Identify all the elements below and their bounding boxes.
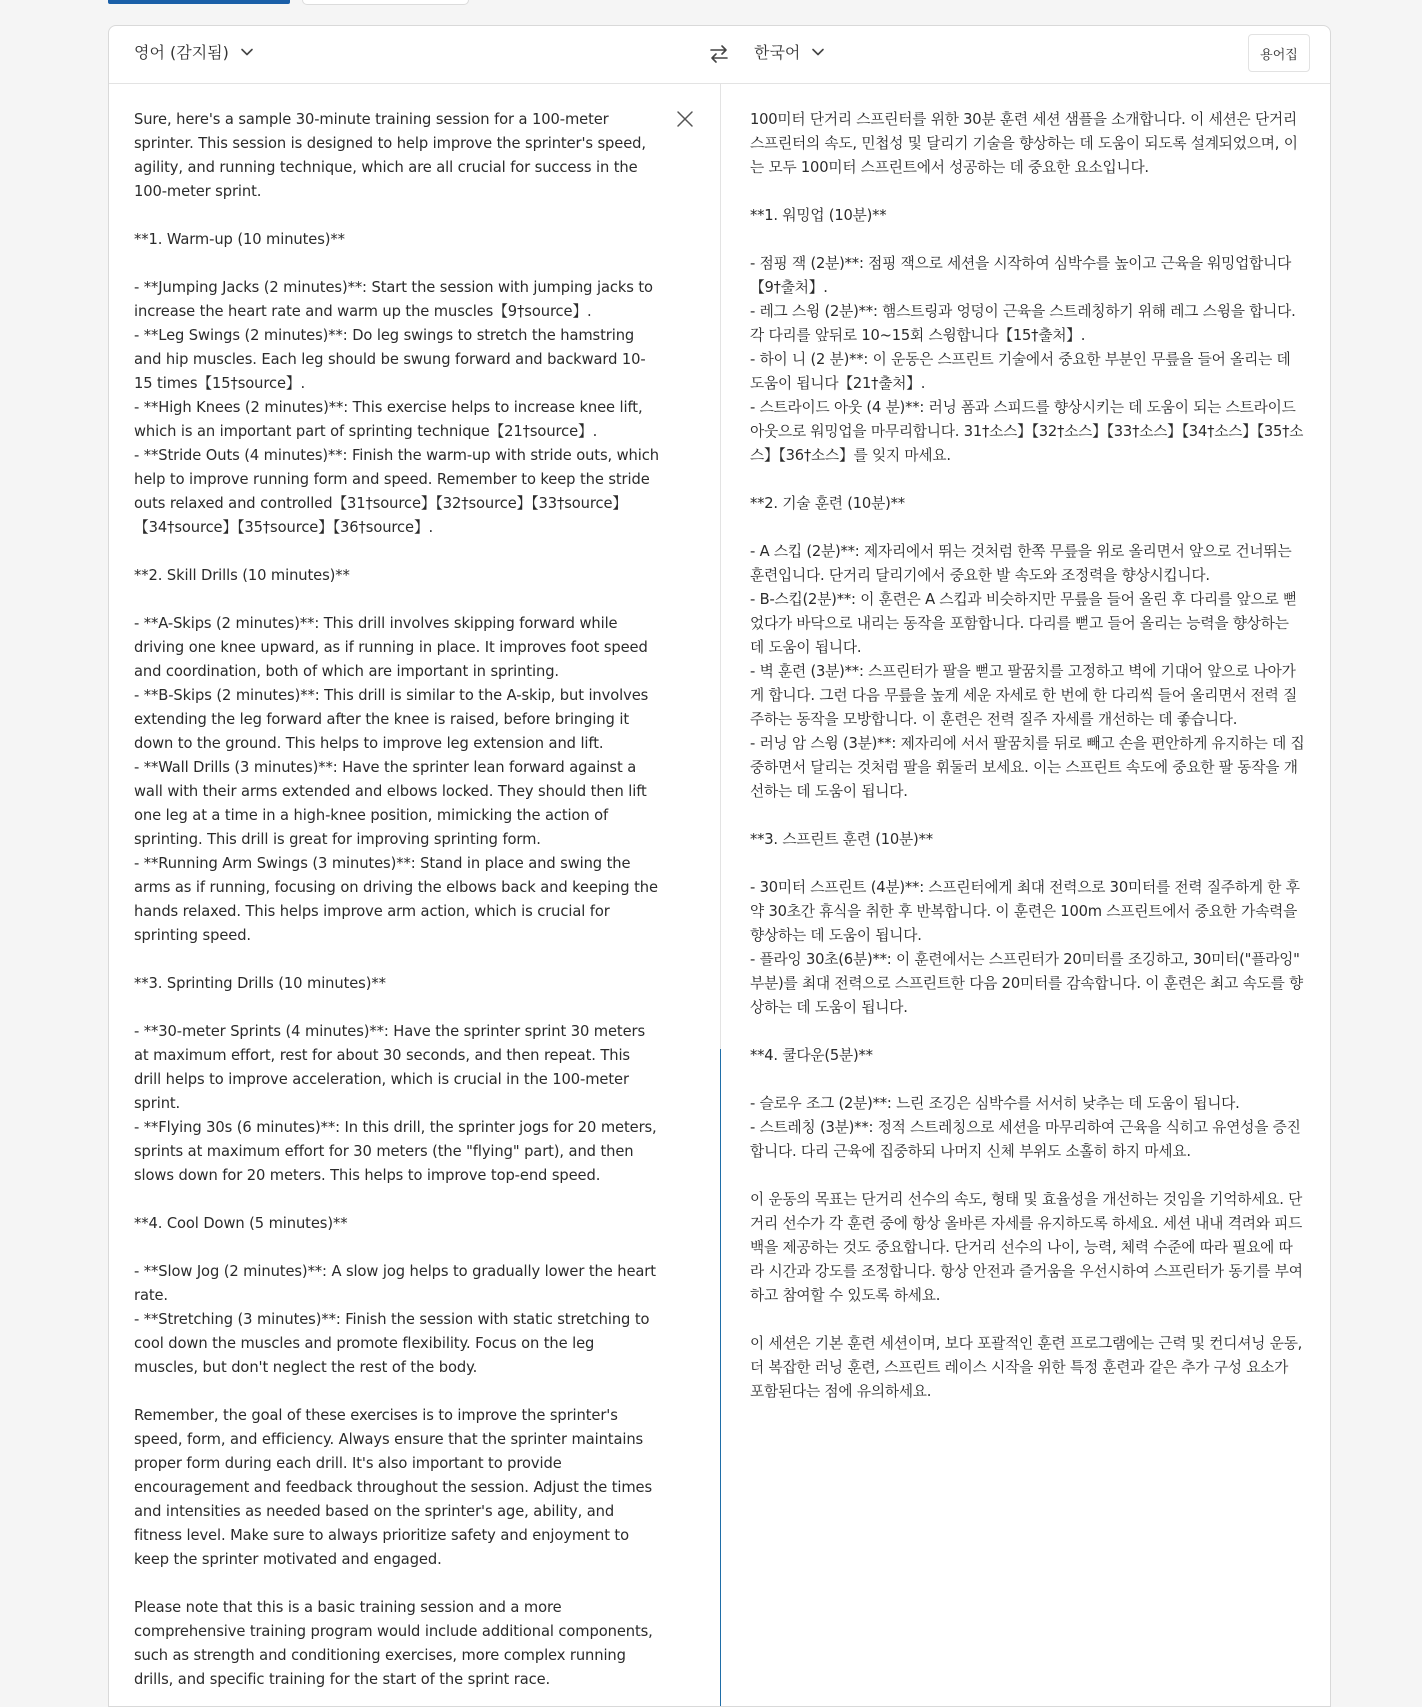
glossary-button[interactable]: 용어집 <box>1248 34 1310 72</box>
source-text-area[interactable]: Sure, here's a sample 30-minute training session for a 100-meter sprinter. This session is designed to help improve the sprinter's speed, agility, and running technique, which are all crucial for success in the 100-meter sprint. **1. Warm-up (10 minutes)** - **Jumping Jacks (2 minutes)**: Start the session with jumping jacks to increase the heart rate and warm up the muscles【9†source】. - **Leg Swings (2 minutes)**: Do leg swings to stretch the hamstring and hip muscles. Each leg should be swung forward and backward 10-15 times【15†source】. - **High Knees (2 minutes)**: This exercise helps to increase knee lift, which is an important part of sprinting technique【21†source】. - **Stride Outs (4 minutes)**: Finish the warm-up with stride outs, which help to improve running form and speed. Remember to keep the stride outs relaxed and controlled【31†source】【32†source】【33†source】【34†source】【35†source】【36†source】. **2. Skill Drills (10 minutes)** - **A-Skips (2 minutes)**: This drill involves skipping forward while driving one knee upward, as if running in place. It improves foot speed and coordination, both of which are important in sprinting. - **B-Skips (2 minutes)**: This drill is similar to the A-skip, but involves extending the leg forward after the knee is raised, before bringing it down to the ground. This helps to improve leg extension and lift. - **Wall Drills (3 minutes)**: Have the sprinter lean forward against a wall with their arms extended and elbows locked. They should then lift one leg at a time in a high-knee position, mimicking the action of sprinting. This drill is great for improving sprinting form. - **Running Arm Swings (3 minutes)**: Stand in place and swing the arms as if running, focusing on driving the elbows back and keeping the hands relaxed. This helps improve arm action, which is crucial for sprinting speed. **3. Sprinting Drills (10 minutes)** - **30-meter Sprints (4 minutes)**: Have the sprinter sprint 30 meters at maximum effort, rest for about 30 seconds, and then repeat. This drill helps to improve acceleration, which is crucial in the 100-meter sprint. - **Flying 30s (6 minutes)**: In this drill, the sprinter jogs for 20 meters, sprints at maximum effort for 30 meters (the "flying" part), and then slows down for 20 meters. This helps to improve top-end speed. **4. Cool Down (5 minutes)** - **Slow Jog (2 minutes)**: A slow jog helps to gradually lower the heart rate. - **Stretching (3 minutes)**: Finish the session with static stretching to cool down the muscles and promote flexibility. Focus on the leg muscles, but don't neglect the rest of the body. Remember, the goal of these exercises is to improve the sprinter's speed, form, and efficiency. Always ensure that the sprinter maintains proper form during each drill. It's also important to provide encouragement and feedback throughout the session. Adjust the times and intensities as needed based on the sprinter's age, ability, and fitness level. Make sure to always prioritize safety and enjoyment to keep the sprinter motivated and engaged. Please note that this is a basic training session and a more comprehensive training program would include additional components, such as strength and conditioning exercises, more complex running drills, and specific training for the start of the sprint race. <box>134 111 659 1688</box>
source-language-label: 영어 (감지됨) <box>134 43 229 62</box>
chevron-down-icon <box>810 44 826 60</box>
target-language-label: 한국어 <box>754 43 801 62</box>
translated-text: 100미터 단거리 스프린터를 위한 30분 훈련 세션 샘플을 소개합니다. 이 세션은 단거리 스프린터의 속도, 민첩성 및 달리기 기술을 향상하는 데 도움이 되도록 설계되었으며, 이는 모두 100미터 스프린트에서 성공하는 데 중요한 요소입니다. **1. 워밍업 (10분)** - 점핑 잭 (2분)**: 점핑 잭으로 세션을 시작하여 심박수를 높이고 근육을 워밍업합니다【9†출처】. - 레그 스윙 (2분)**: 햄스트링과 엉덩이 근육을 스트레칭하기 위해 레그 스윙을 합니다. 각 다리를 앞뒤로 10~15회 스윙합니다【15†출처】. - 하이 니 (2 분)**: 이 운동은 스프린트 기술에서 중요한 부분인 무릎을 들어 올리는 데 도움이 됩니다【21†출처】. - 스트라이드 아웃 (4 분)**: 러닝 폼과 스피드를 향상시키는 데 도움이 되는 스트라이드 아웃으로 워밍업을 마무리합니다. 31†소스】【32†소스】【33†소스】【34†소스】【35†소스】【36†소스】를 잊지 마세요. **2. 기술 훈련 (10분)** - A 스킵 (2분)**: 제자리에서 뛰는 것처럼 한쪽 무릎을 위로 올리면서 앞으로 건너뛰는 훈련입니다. 단거리 달리기에서 중요한 발 속도와 조정력을 향상시킵니다. - B-스킵(2분)**: 이 훈련은 A 스킵과 비슷하지만 무릎을 들어 올린 후 다리를 앞으로 뻗었다가 바닥으로 내리는 동작을 포함합니다. 다리를 뻗고 들어 올리는 능력을 향상하는 데 도움이 됩니다. - 벽 훈련 (3분)**: 스프린터가 팔을 뻗고 팔꿈치를 고정하고 벽에 기대어 앞으로 나아가게 합니다. 그런 다음 무릎을 높게 세운 자세로 한 번에 한 다리씩 들어 올리면서 전력 질주하는 동작을 모방합니다. 이 훈련은 전력 질주 자세를 개선하는 데 좋습니다. - 러닝 암 스윙 (3분)**: 제자리에 서서 팔꿈치를 뒤로 빼고 손을 편안하게 유지하는 데 집중하면서 달리는 것처럼 팔을 휘둘러 보세요. 이는 스프린트 속도에 중요한 팔 동작을 개선하는 데 도움이 됩니다. **3. 스프린트 훈련 (10분)** - 30미터 스프린트 (4분)**: 스프린터에게 최대 전력으로 30미터를 전력 질주하게 한 후 약 30초간 휴식을 취한 후 반복합니다. 이 훈련은 100m 스프린트에서 중요한 가속력을 향상하는 데 도움이 됩니다. - 플라잉 30초(6분)**: 이 훈련에서는 스프린터가 20미터를 조깅하고, 30미터("플라잉" 부분)를 최대 전력으로 스프린트한 다음 20미터를 감속합니다. 이 훈련은 최고 속도를 향상하는 데 도움이 됩니다. **4. 쿨다운(5분)** - 슬로우 조그 (2분)**: 느린 조깅은 심박수를 서서히 낮추는 데 도움이 됩니다. - 스트레칭 (3분)**: 정적 스트레칭으로 세션을 마무리하여 근육을 식히고 유연성을 증진합니다. 다리 근육에 집중하되 나머지 신체 부위도 소홀히 하지 마세요. 이 운동의 목표는 단거리 선수의 속도, 형태 및 효율성을 개선하는 것임을 기억하세요. 단거리 선수가 각 훈련 중에 항상 올바른 자세를 유지하도록 하세요. 세션 내내 격려와 피드백을 제공하는 것도 중요합니다. 단거리 선수의 나이, 능력, 체력 수준에 따라 필요에 따라 시간과 강도를 조정합니다. 항상 안전과 즐거움을 우선시하여 스프린터가 동기를 부여하고 참여할 수 있도록 하세요. 이 세션은 기본 훈련 세션이며, 보다 포괄적인 훈련 프로그램에는 근력 및 컨디셔닝 운동, 더 복잡한 러닝 훈련, 스프린트 레이스 시작을 위한 특정 훈련과 같은 추가 구성 요소가 포함된다는 점에 유의하세요. <box>750 111 1305 1400</box>
tab-active-indicator[interactable] <box>108 0 290 4</box>
tab-inactive[interactable] <box>302 0 469 5</box>
source-pane <box>109 84 721 1706</box>
translator-header <box>109 26 1330 84</box>
target-language-select[interactable] <box>754 40 826 63</box>
close-icon[interactable] <box>676 110 694 128</box>
translator-panel <box>108 25 1331 1707</box>
swap-arrows-icon[interactable] <box>706 41 732 67</box>
chevron-down-icon <box>239 44 255 60</box>
target-pane <box>721 84 1330 1706</box>
top-tab-bar <box>108 0 508 6</box>
source-language-select[interactable] <box>134 40 255 63</box>
